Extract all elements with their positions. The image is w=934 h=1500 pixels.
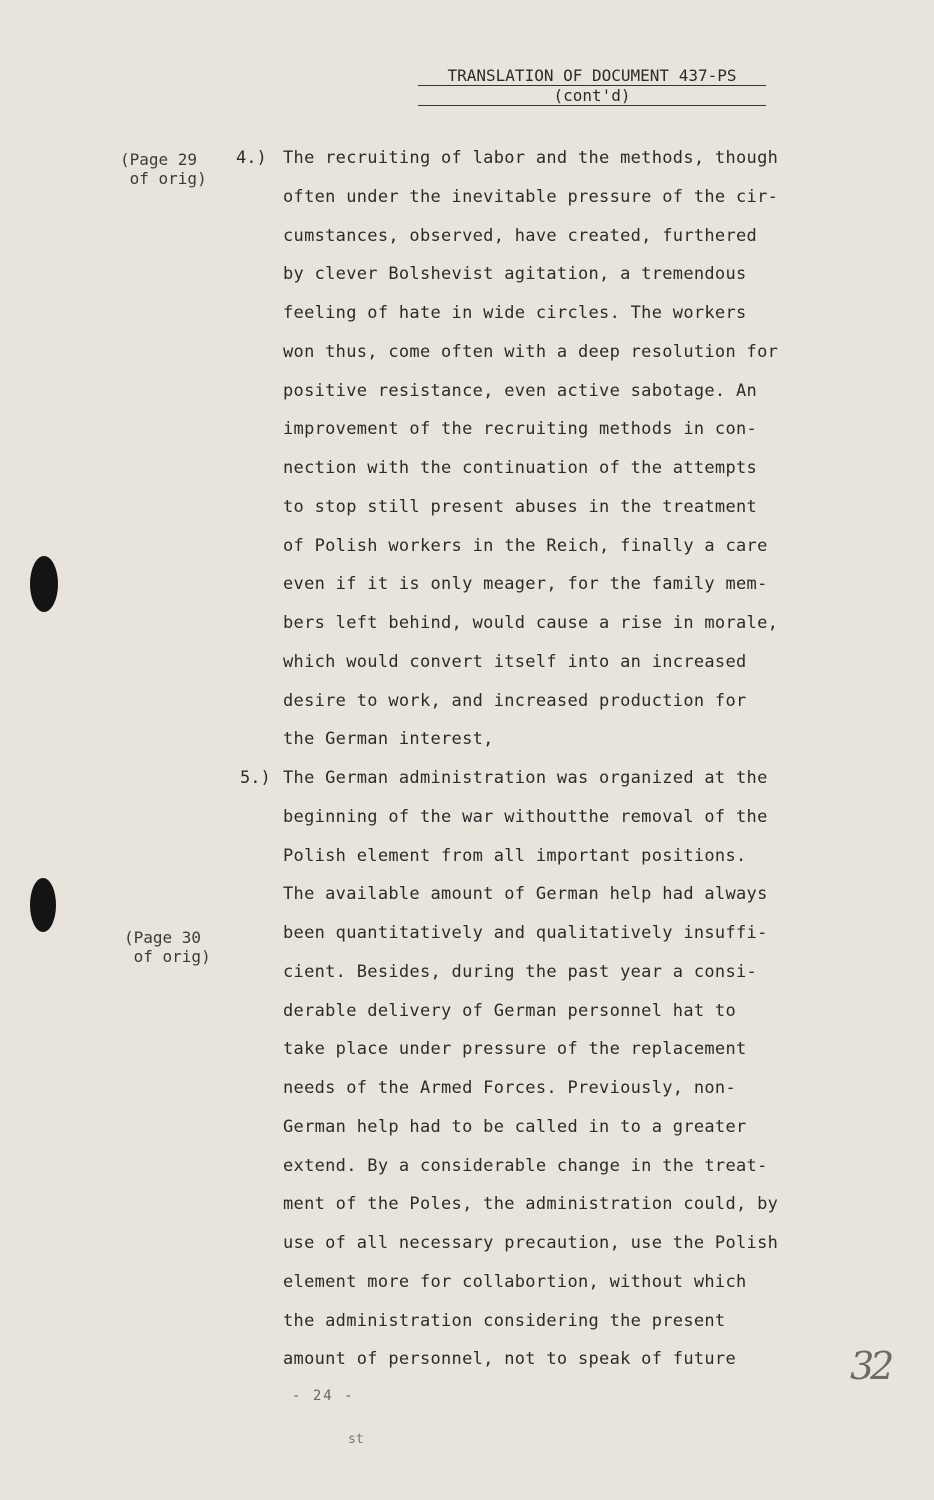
text-line: ment of the Poles, the administration could, by [283, 1194, 779, 1215]
text-line: of Polish workers in the Reich, finally a care [283, 535, 768, 556]
text-line: the German interest, [283, 729, 494, 750]
text-line: desire to work, and increased production for [283, 690, 747, 711]
text-line: The German administration was organized at the [283, 768, 768, 788]
punch-hole [30, 556, 58, 612]
text-line: element more for collabortion, without which [283, 1271, 747, 1292]
text-line: The available amount of German help had always [283, 884, 768, 905]
margin-note-page-30: (Page 30 of orig) [124, 928, 211, 966]
header-title: TRANSLATION OF DOCUMENT 437-PS [418, 66, 766, 86]
text-line: to stop still present abuses in the treatment [283, 496, 758, 517]
page-footer: - 24 - [292, 1388, 355, 1404]
body-text [283, 146, 843, 1386]
text-line: been quantitatively and qualitatively insuffi- [283, 923, 768, 943]
text-line: positive resistance, even active sabotage. An [283, 380, 758, 401]
text-line: needs of the Armed Forces. Previously, non- [283, 1078, 736, 1098]
text-line: the administration considering the present [283, 1310, 726, 1331]
text-line: cumstances, observed, have created, furthered [283, 225, 758, 246]
document-header [418, 66, 766, 106]
text-line: improvement of the recruiting methods in con- [283, 419, 758, 440]
text-line: derable delivery of German personnel hat to [283, 1000, 736, 1021]
text-line: amount of personnel, not to speak of future [283, 1349, 736, 1370]
text-line: by clever Bolshevist agitation, a tremendous [283, 264, 747, 285]
footer-fragment: st [348, 1432, 364, 1447]
item-number-4: 4.) [236, 148, 267, 168]
text-line: often under the inevitable pressure of the cir- [283, 186, 779, 207]
handwritten-page-number: 32 [850, 1344, 891, 1388]
item-number-5: 5.) [240, 768, 271, 788]
text-line: extend. By a considerable change in the treat- [283, 1155, 768, 1176]
text-line: won thus, come often with a deep resolution for [283, 341, 779, 362]
text-line: even if it is only meager, for the family mem- [283, 574, 768, 595]
text-line: use of all necessary precaution, use the Polish [283, 1233, 779, 1253]
text-line: take place under pressure of the replacement [283, 1039, 747, 1060]
text-line: beginning of the war withoutthe removal of the [283, 806, 768, 827]
text-line: cient. Besides, during the past year a consi- [283, 961, 758, 982]
text-line: bers left behind, would cause a rise in morale, [283, 613, 779, 633]
text-line: which would convert itself into an increased [283, 651, 747, 672]
punch-hole [30, 878, 56, 932]
text-line: The recruiting of labor and the methods, though [283, 148, 779, 168]
text-line: German help had to be called in to a greater [283, 1116, 747, 1137]
text-line: Polish element from all important positions. [283, 845, 747, 866]
header-subtitle: (cont'd) [418, 86, 766, 106]
margin-note-page-29: (Page 29 of orig) [120, 150, 207, 188]
text-line: feeling of hate in wide circles. The workers [283, 303, 747, 323]
text-line: nection with the continuation of the attempts [283, 458, 758, 478]
